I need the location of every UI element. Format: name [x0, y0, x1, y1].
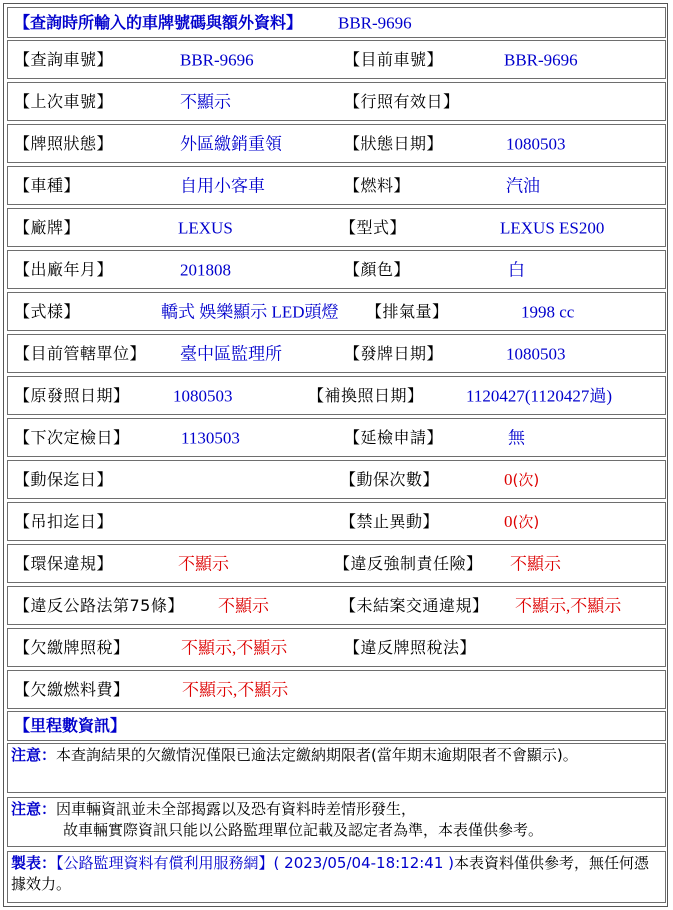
info-row-brand [7, 208, 666, 247]
info-row-environment-violation [7, 544, 666, 583]
note-disclaimer-tag: 注意： [11, 800, 57, 818]
note-disclaimer-line2: 故車輛實際資訊只能以公路監理單位記載及認定者為準，本表僅供參考。 [63, 821, 544, 839]
note-source-time: ( 2023/05/04-18:12:41 ) [273, 854, 455, 872]
query-plate-label: 【查詢車號】 [14, 49, 114, 69]
color-value: 白 [508, 260, 525, 279]
mileage-title: 【里程數資訊】 [14, 716, 127, 735]
fuel-value: 汽油 [506, 176, 540, 195]
transfer-ban-label: 【禁止異動】 [340, 511, 440, 531]
insurance-violation-label: 【違反強制責任險】 [334, 553, 483, 573]
original-issue-date-label: 【原發照日期】 [14, 385, 130, 405]
original-issue-date-value: 1080503 [173, 386, 233, 405]
brand-label: 【廠牌】 [14, 217, 81, 237]
report-header [7, 7, 666, 38]
brand-value: LEXUS [178, 218, 233, 237]
info-row-body-style [7, 292, 666, 331]
lien-count-value: 0 [504, 469, 513, 489]
report-title: 【查詢時所輸入的車牌號碼與額外資料】 [14, 12, 303, 32]
note-overdue-text: 本查詢結果的欠繳情況僅限已逾法定繳納期限者(當年期末逾期限者不會顯示)。 [56, 746, 578, 764]
transfer-ban-value: 0 [504, 511, 513, 531]
info-row-lien-end-date [7, 460, 666, 499]
lien-count-unit: (次) [512, 470, 540, 489]
highway-act-75-label: 【違反公路法第75條】 [14, 595, 184, 615]
transfer-ban-value-group [504, 513, 539, 531]
displacement-value: 1998 cc [521, 302, 575, 321]
inspection-extension-value: 無 [508, 428, 525, 447]
inspection-extension-label: 【延檢申請】 [344, 427, 444, 447]
previous-plate-label: 【上次車號】 [14, 91, 114, 111]
unpaid-fuel-fee-label: 【欠繳燃料費】 [14, 679, 130, 699]
info-row-highway-act-75 [7, 586, 666, 625]
status-date-label: 【狀態日期】 [344, 133, 444, 153]
body-style-label: 【式樣】 [14, 301, 81, 321]
pending-traffic-violation-label: 【未結案交通違規】 [340, 595, 489, 615]
unpaid-fuel-fee-value: 不顯示,不顯示 [182, 680, 289, 699]
info-row-suspension-end-date [7, 502, 666, 541]
lien-count-value-group [504, 471, 539, 489]
color-label: 【顏色】 [344, 259, 411, 279]
current-office-value: 臺中區監理所 [180, 344, 282, 363]
manufacture-date-label: 【出廠年月】 [14, 259, 114, 279]
model-label: 【型式】 [340, 217, 407, 237]
note-disclaimer [7, 797, 666, 847]
pending-traffic-violation-value: 不顯示,不顯示 [515, 596, 622, 615]
environment-violation-label: 【環保違規】 [14, 553, 114, 573]
info-row-plate-status [7, 124, 666, 163]
fuel-label: 【燃料】 [344, 175, 411, 195]
reissue-date-value: 1120427(1120427過) [466, 386, 613, 405]
vehicle-type-label: 【車種】 [14, 175, 81, 195]
body-style-value: 轎式 娛樂顯示 LED頭燈 [161, 302, 339, 321]
environment-violation-value: 不顯示 [178, 554, 229, 573]
note-overdue [7, 743, 666, 793]
info-row-unpaid-fuel-fee [7, 670, 666, 709]
note-source-link[interactable]: 【公路監理資料有償利用服務網】 [56, 854, 274, 872]
current-plate-value: BBR-9696 [504, 50, 578, 69]
next-inspection-value: 1130503 [181, 428, 240, 447]
status-date-value: 1080503 [506, 134, 566, 153]
info-row-original-issue-date [7, 376, 666, 415]
note-source-text: 本表資料僅供參考，無任何憑據效力。 [11, 854, 650, 893]
registration-expiry-label: 【行照有效日】 [344, 91, 460, 111]
license-tax-violation-label: 【違反牌照稅法】 [344, 637, 477, 657]
note-source-tag: 製表： [11, 854, 57, 872]
transfer-ban-unit: (次) [512, 512, 540, 531]
model-value: LEXUS ES200 [500, 218, 605, 237]
manufacture-date-value: 201808 [180, 260, 231, 279]
info-row-next-inspection [7, 418, 666, 457]
mileage-header [7, 711, 666, 741]
info-row-current-office [7, 334, 666, 373]
note-disclaimer-line1: 因車輛資訊並未全部揭露以及恐有資料時差情形發生， [56, 800, 417, 818]
current-office-label: 【目前管轄單位】 [14, 343, 147, 363]
previous-plate-value: 不顯示 [180, 92, 231, 111]
suspension-end-date-label: 【吊扣迄日】 [14, 511, 114, 531]
note-overdue-tag: 注意： [11, 746, 57, 764]
info-row-previous-plate [7, 82, 666, 121]
next-inspection-label: 【下次定檢日】 [14, 427, 130, 447]
vehicle-type-value: 自用小客車 [180, 176, 265, 195]
current-plate-label: 【目前車號】 [344, 49, 444, 69]
plate-status-value: 外區繳銷重領 [180, 134, 282, 153]
report-plate: BBR-9696 [338, 13, 412, 32]
lien-end-date-label: 【動保迄日】 [14, 469, 114, 489]
issue-date-value: 1080503 [506, 344, 566, 363]
info-row-unpaid-license-tax [7, 628, 666, 667]
info-row-vehicle-type [7, 166, 666, 205]
note-source [7, 851, 666, 903]
query-plate-value: BBR-9696 [180, 50, 254, 69]
unpaid-license-tax-label: 【欠繳牌照稅】 [14, 637, 130, 657]
displacement-label: 【排氣量】 [366, 301, 449, 321]
highway-act-75-value: 不顯示 [218, 596, 269, 615]
insurance-violation-value: 不顯示 [510, 554, 561, 573]
info-row-manufacture-date [7, 250, 666, 289]
unpaid-license-tax-value: 不顯示,不顯示 [181, 638, 288, 657]
info-row-query-plate [7, 40, 666, 79]
lien-count-label: 【動保次數】 [340, 469, 440, 489]
issue-date-label: 【發牌日期】 [344, 343, 444, 363]
plate-status-label: 【牌照狀態】 [14, 133, 114, 153]
reissue-date-label: 【補換照日期】 [308, 385, 424, 405]
